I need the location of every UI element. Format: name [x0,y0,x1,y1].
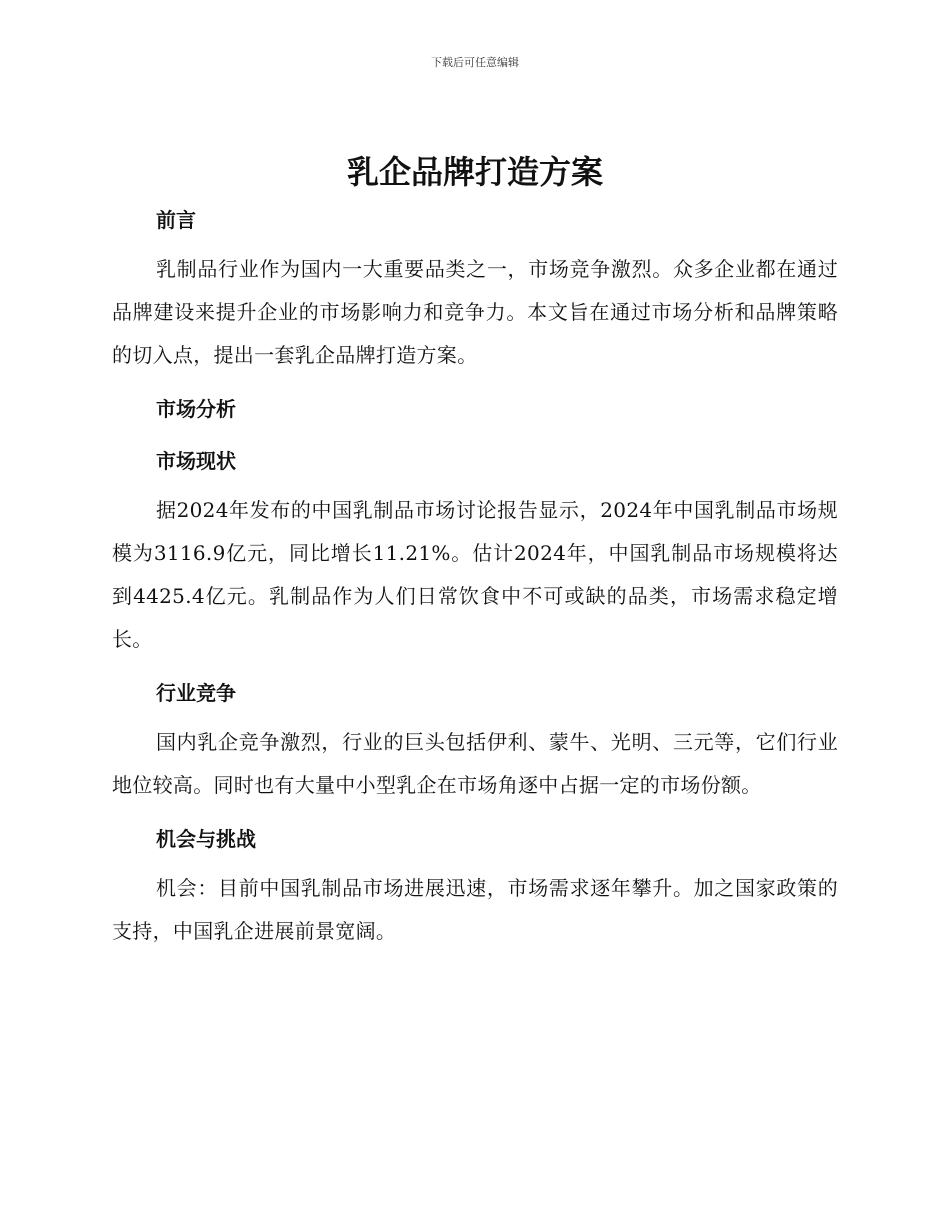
paragraph-opportunity: 机会：目前中国乳制品市场进展迅速，市场需求逐年攀升。加之国家政策的支持，中国乳企进展前景宽阔。 [112,876,838,943]
paragraph-market-status: 据2024年发布的中国乳制品市场讨论报告显示，2024年中国乳制品市场规模为3116.9亿元，同比增长11.21%。估计2024年，中国乳制品市场规模将达到4425.4亿元。乳制品作为人们日常饮食中不可或缺的品类，市场需求稳定增长。 [112,498,838,651]
section-heading-opportunity: 机会与挑战 [156,827,256,851]
section-heading-market-analysis: 市场分析 [156,397,236,421]
section-heading-preface: 前言 [156,208,196,232]
document-title: 乳企品牌打造方案 [346,153,603,191]
paragraph-competition: 国内乳企竞争激烈，行业的巨头包括伊利、蒙牛、光明、三元等，它们行业地位较高。同时也有大量中小型乳企在市场角逐中占据一定的市场份额。 [112,730,838,797]
document-body [112,200,838,953]
section-heading-market-status: 市场现状 [156,449,236,473]
header-note: 下载后可任意编辑 [431,56,519,69]
section-heading-competition: 行业竞争 [156,681,236,705]
paragraph-preface: 乳制品行业作为国内一大重要品类之一，市场竞争激烈。众多企业都在通过品牌建设来提升企业的市场影响力和竞争力。本文旨在通过市场分析和品牌策略的切入点，提出一套乳企品牌打造方案。 [112,257,838,367]
